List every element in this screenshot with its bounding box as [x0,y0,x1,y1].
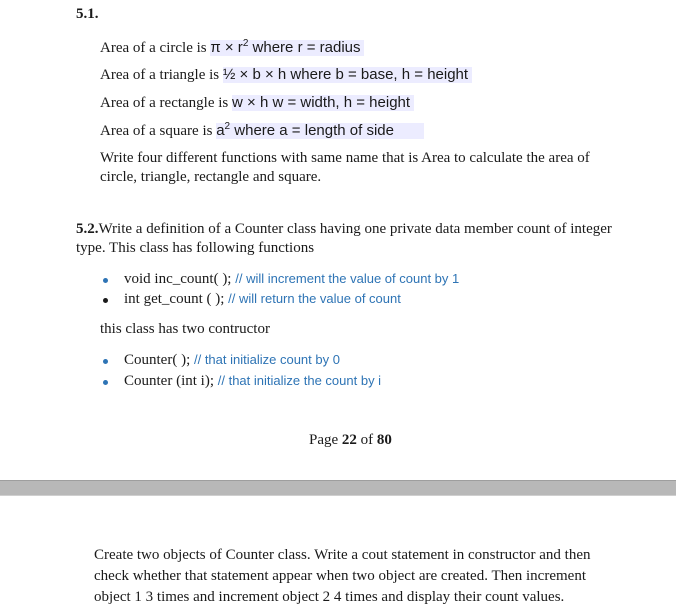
constructor-comment: // that initialize count by 0 [193,352,340,367]
square-area-label: Area of a square is [100,123,217,139]
function-comment: // will return the value of count [228,291,401,306]
bullet-dot-icon [103,278,108,283]
next-page-line-2: check whether that statement appear when two object are created. Then increment [94,568,586,584]
triangle-formula-where: where b = base, h = height [286,66,469,83]
rectangle-formula-text: w × h [232,94,269,111]
function-comment: // will increment the value of count by 1 [235,271,460,286]
section-heading-5-1: 5.1. [76,6,99,22]
bullet-dot-icon [103,359,108,364]
constructor-signature: Counter (int i); [124,373,218,389]
function-item-inc-count [124,271,459,288]
rectangle-area-line [100,94,414,112]
triangle-area-label: Area of a triangle is [100,67,223,83]
page-label: Page [309,432,342,448]
constructor-item-default [124,352,340,369]
circle-area-line [100,38,364,57]
section-heading-5-2: 5.2. [76,221,99,237]
circle-formula-exponent: 2 [242,38,249,49]
circle-formula-text: π × r [210,39,243,56]
square-formula-where: where a = length of side [230,122,394,139]
of-label: of [356,432,377,448]
intro-line-1: Write a definition of a Counter class having one private data member count of integer [98,221,612,237]
next-page-line-3: object 1 3 times and increment object 2 4 times and display their count values. [94,589,565,605]
total-pages: 80 [376,432,392,448]
square-area-line [100,121,424,140]
constructor-signature: Counter( ); [124,352,194,368]
circle-formula-where: where r = radius [248,39,361,56]
square-formula-text: a [216,122,225,139]
rectangle-area-formula [232,95,414,111]
triangle-area-line [100,66,472,84]
square-formula-exponent: 2 [224,121,231,132]
circle-area-formula [210,40,364,56]
triangle-area-formula [223,67,472,83]
next-page-line-1: Create two objects of Counter class. Write a cout statement in constructor and then [94,547,591,563]
function-item-get-count [124,291,401,308]
rectangle-formula-where: w = width, h = height [268,94,411,111]
instructions-line-1: Write four different functions with same name that is Area to calculate the area of [100,150,590,166]
constructor-item-int [124,373,381,390]
function-signature: int get_count ( ); [124,291,229,307]
bullet-dot-icon [103,380,108,385]
constructor-intro: this class has two contructor [100,321,270,337]
page-separator [0,480,676,496]
bullet-dot-icon [103,298,108,303]
page-number-footer [309,432,392,449]
intro-line-2: type. This class has following functions [76,240,315,256]
square-area-formula [216,123,424,139]
triangle-formula-text: ½ × b × h [222,66,287,83]
circle-area-label: Area of a circle is [100,40,211,56]
rectangle-area-label: Area of a rectangle is [100,95,233,111]
function-signature: void inc_count( ); [124,271,236,287]
section-5-1-instructions [100,149,590,187]
constructor-comment: // that initialize the count by i [217,373,382,388]
next-page-paragraph [94,545,590,608]
instructions-line-2: circle, triangle, rectangle and square. [100,169,322,185]
section-5-2-intro [76,220,612,258]
page-number: 22 [341,432,357,448]
